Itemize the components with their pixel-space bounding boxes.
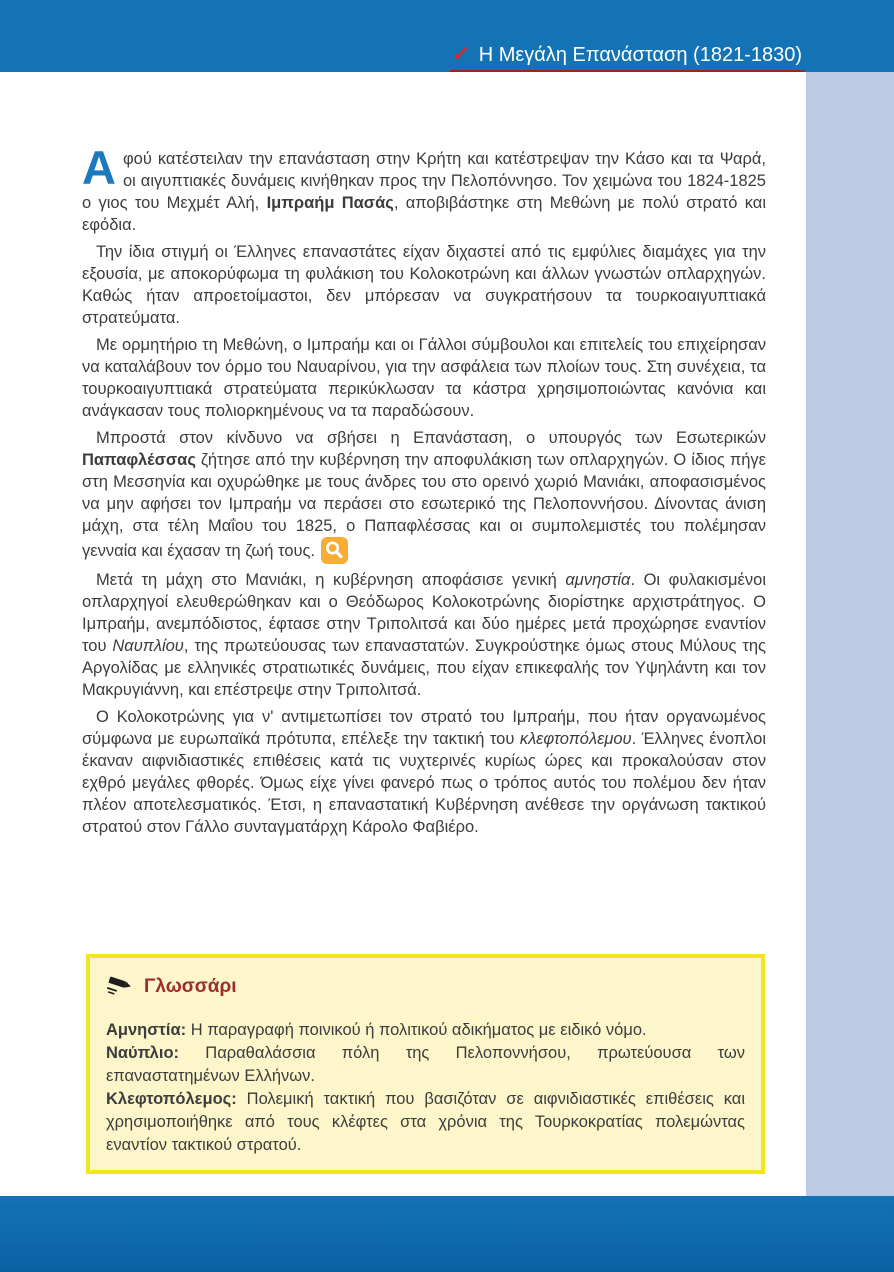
- glossary-term: Ναύπλιο:: [106, 1044, 180, 1062]
- article-body: [82, 141, 766, 838]
- pencil-icon: [106, 975, 134, 998]
- checkmark-icon: ✓: [450, 43, 472, 66]
- glossary-box: [86, 954, 765, 1174]
- paragraph-text: Μπροστά στον κίνδυνο να σβήσει η Επανάσταση, ο υπουργός των Εσωτερικών Παπαφλέσσας ζήτησε από την κυβέρνηση την αποφυλάκιση των οπλαρχηγών. Ο ίδιος πήγε στη Μεσσηνία και οχυρώθηκε με τους άνδρες του στο ορεινό χωριό Μανιάκι, αποφασισμένος να μην αφήσει τον Ιμπραήμ να περάσει στο εσωτερικό της Πελοποννήσου. Δίνοντας άνιση μάχη, στα τέλη Μαΐου του 1825, ο Παπαφλέσσας και οι συμπολεμιστές του πολέμησαν γενναία και έχασαν τη ζωή τους.: [82, 429, 766, 560]
- paragraph: [82, 141, 766, 236]
- paragraph: [82, 427, 766, 564]
- glossary-entry: [106, 1042, 745, 1088]
- paragraph-text: Με ορμητήριο τη Μεθώνη, ο Ιμπραήμ και οι Γάλλοι σύμβουλοι και επιτελείς του επιχείρησαν να καταλάβουν τον όρμο του Ναυαρίνου, για την ασφάλεια των πλοίων τους. Στη συνέχεια, τα τουρκοαιγυπτιακά στρατεύματα περικύκλωσαν τα κάστρα χρησιμοποιώντας κανόνια και ανάγκασαν τους πολιορκημένους να τα παραδώσουν.: [82, 336, 766, 420]
- chapter-title-text: Η Μεγάλη Επανάσταση (1821-1830): [478, 44, 802, 66]
- glossary-definition: Παραθαλάσσια πόλη της Πελοποννήσου, πρωτεύουσα των επαναστατημένων Ελλήνων.: [106, 1044, 745, 1085]
- paragraph-text: Την ίδια στιγμή οι Έλληνες επαναστάτες είχαν διχαστεί από τις εμφύλιες διαμάχες για την εξουσία, με αποκορύφωμα τη φυλάκιση του Κολοκοτρώνη και άλλων γνωστών οπλαρχηγών. Καθώς ήταν απροετοίμαστοι, δεν μπόρεσαν να συγκρατήσουν τα τουρκοαιγυπτιακά στρατεύματα.: [82, 243, 766, 327]
- paragraph: [82, 569, 766, 701]
- paragraph: [82, 334, 766, 422]
- magnifier-icon[interactable]: [321, 537, 348, 564]
- glossary-entry: [106, 1088, 745, 1157]
- paragraph: [82, 241, 766, 329]
- page-header: [0, 0, 894, 72]
- right-margin-strip: [806, 72, 894, 1196]
- dropcap-letter: Α: [82, 141, 116, 194]
- chapter-title: [450, 43, 805, 72]
- paragraph-text: φού κατέστειλαν την επανάσταση στην Κρήτη και κατέστρεψαν την Κάσο και τα Ψαρά, οι αιγυπτιακές δυνάμεις κινήθηκαν προς την Πελοπόννησο. Τον χειμώνα του 1824-1825 ο γιος του Μεχμέτ Αλή, Ιμπραήμ Πασάς, αποβιβάστηκε στη Μεθώνη με πολύ στρατό και εφόδια.: [82, 150, 766, 234]
- glossary-definition: Η παραγραφή ποινικού ή πολιτικού αδικήματος με ειδικό νόμο.: [190, 1021, 647, 1039]
- paragraph-text: Ο Κολοκοτρώνης για ν' αντιμετωπίσει τον στρατό του Ιμπραήμ, που ήταν οργανωμένος σύμφωνα με ευρωπαϊκά πρότυπα, επέλεξε την τακτική του κλεφτοπόλεμου. Έλληνες ένοπλοι έκαναν αιφνιδιαστικές επιθέσεις κατά τις νυχτερινές κυρίως ώρες και προκαλούσαν στον εχθρό μεγάλες φθορές. Όμως είχε γίνει φανερό πως ο τρόπος αυτός του πολέμου δεν ήταν πλέον αποτελεσματικός. Έτσι, η επαναστατική Κυβέρνηση ανέθεσε την οργάνωση τακτικού στρατού στον Γάλλο συνταγματάρχη Κάρολο Φαβιέρο.: [82, 708, 766, 836]
- glossary-term: Κλεφτοπόλεμος:: [106, 1090, 237, 1108]
- paragraph: [82, 706, 766, 838]
- glossary-title: Γλωσσάρι: [144, 975, 237, 997]
- paragraph-text: Μετά τη μάχη στο Μανιάκι, η κυβέρνηση αποφάσισε γενική αμνηστία. Οι φυλακισμένοι οπλαρχηγοί ελευθερώθηκαν και ο Θεόδωρος Κολοκοτρώνης διορίστηκε αρχιστράτηγος. Ο Ιμπραήμ, ανεμπόδιστος, έφτασε στην Τριπολιτσά και δύο ημέρες μετά προχώρησε εναντίον του Ναυπλίου, της πρωτεύουσας των επαναστατών. Συγκρούστηκε όμως στους Μύλους της Αργολίδας με ελληνικές στρατιωτικές δυνάμεις, που είχαν επικεφαλής τον Υψηλάντη και τον Μακρυγιάννη, και επέστρεψε στην Τριπολιτσά.: [82, 571, 766, 699]
- glossary-header: [106, 975, 745, 998]
- page-footer: [0, 1196, 894, 1272]
- glossary-entry: [106, 1019, 745, 1042]
- glossary-term: Αμνηστία:: [106, 1021, 187, 1039]
- glossary-definition: Πολεμική τακτική που βασιζόταν σε αιφνιδιαστικές επιθέσεις και χρησιμοποιήθηκε από τους κλέφτες στα χρόνια της Τουρκοκρατίας πολεμώντας εναντίον τακτικού στρατού.: [106, 1090, 745, 1154]
